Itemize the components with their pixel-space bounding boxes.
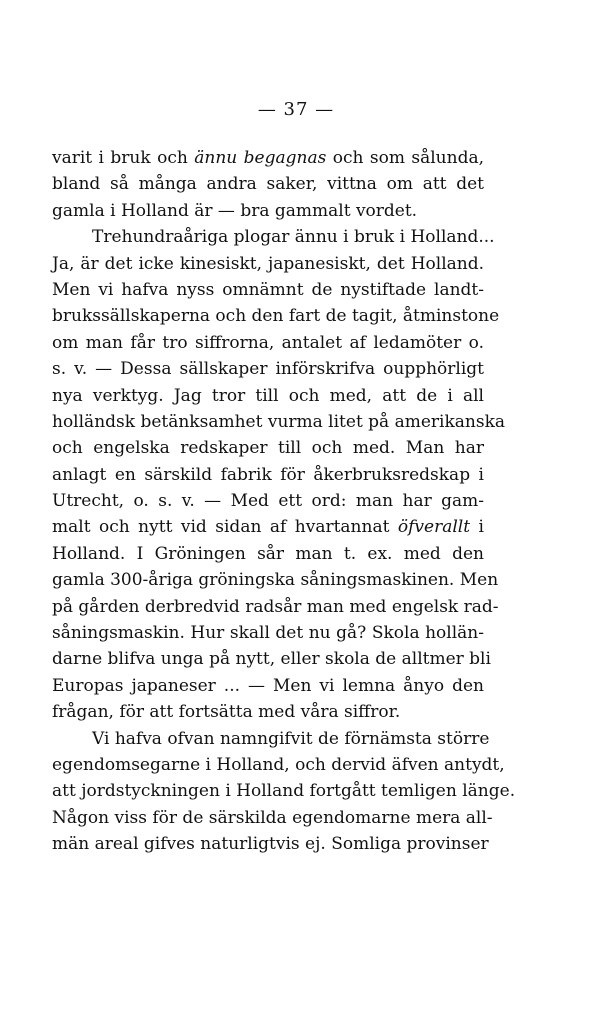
italic-text-segment: ännu begagnas — [194, 148, 327, 168]
text-line: män areal gifves naturligtvis ej. Somliga provinser — [52, 834, 489, 855]
text-segment: och som sålunda, — [326, 148, 484, 168]
text-line: Trehundraåriga plogar ännu i bruk i Holland... — [92, 227, 495, 248]
text-line: Men vi hafva nyss omnämnt de nystiftade landt- — [52, 279, 484, 300]
text-line: darne blifva unga på nytt, eller skola de alltmer bli — [52, 649, 491, 670]
text-line: gamla i Holland är — bra gammalt vordet. — [52, 200, 418, 221]
text-line: om man får tro siffrorna, antalet af ledamöter o. — [52, 332, 484, 353]
text-line: anlagt en särskild fabrik för åkerbruksredskap i — [52, 464, 484, 485]
body-text — [52, 145, 516, 858]
text-segment: varit i bruk och — [52, 148, 195, 168]
scan-watermark-area — [392, 956, 512, 970]
page-number: — 37 — — [257, 99, 335, 120]
text-line: såningsmaskin. Hur skall det nu gå? Skola hollän- — [52, 623, 484, 644]
text-line: brukssällskaperna och den fart de tagit, åtminstone — [52, 306, 500, 327]
text-line: Utrecht, o. s. v. — Med ett ord: man har gam- — [52, 491, 484, 512]
text-line: nya verktyg. Jag tror till och med, att de i all — [52, 385, 484, 406]
text-line: gamla 300-åriga gröningska såningsmaskinen. Men — [52, 570, 499, 591]
text-line: Europas japaneser ... — Men vi lemna ånyo den — [52, 675, 484, 696]
text-line: s. v. — Dessa sällskaper införskrifva oupphörligt — [52, 359, 484, 380]
text-line: Någon viss för de särskilda egendomarne mera all- — [52, 807, 493, 828]
text-line: på gården derbredvid radsår man med engelsk rad- — [52, 596, 499, 617]
text-line: egendomsegarne i Holland, och dervid äfven antydt, — [52, 754, 505, 775]
italic-text-segment: öfverallt — [397, 517, 471, 538]
text-line — [52, 514, 484, 540]
text-line: bland så många andra saker, vittna om att det — [52, 174, 484, 195]
text-line: Vi hafva ofvan namngifvit de förnämsta större — [92, 728, 490, 749]
text-line: att jordstyckningen i Holland fortgått temligen länge. — [52, 781, 516, 802]
text-line: Ja, är det icke kinesiskt, japanesiskt, det Holland. — [52, 253, 484, 274]
text-line — [52, 145, 484, 171]
text-line: holländsk betänksamhet vurma litet på amerikanska — [52, 411, 506, 432]
text-line: och engelska redskaper till och med. Man har — [52, 438, 484, 459]
text-line: frågan, för att fortsätta med våra siffror. — [52, 702, 401, 723]
text-segment: i — [470, 517, 484, 538]
text-line: Holland. I Gröningen sår man t. ex. med den — [52, 543, 484, 564]
text-segment: malt och nytt vid sidan af hvartannat — [52, 517, 398, 538]
